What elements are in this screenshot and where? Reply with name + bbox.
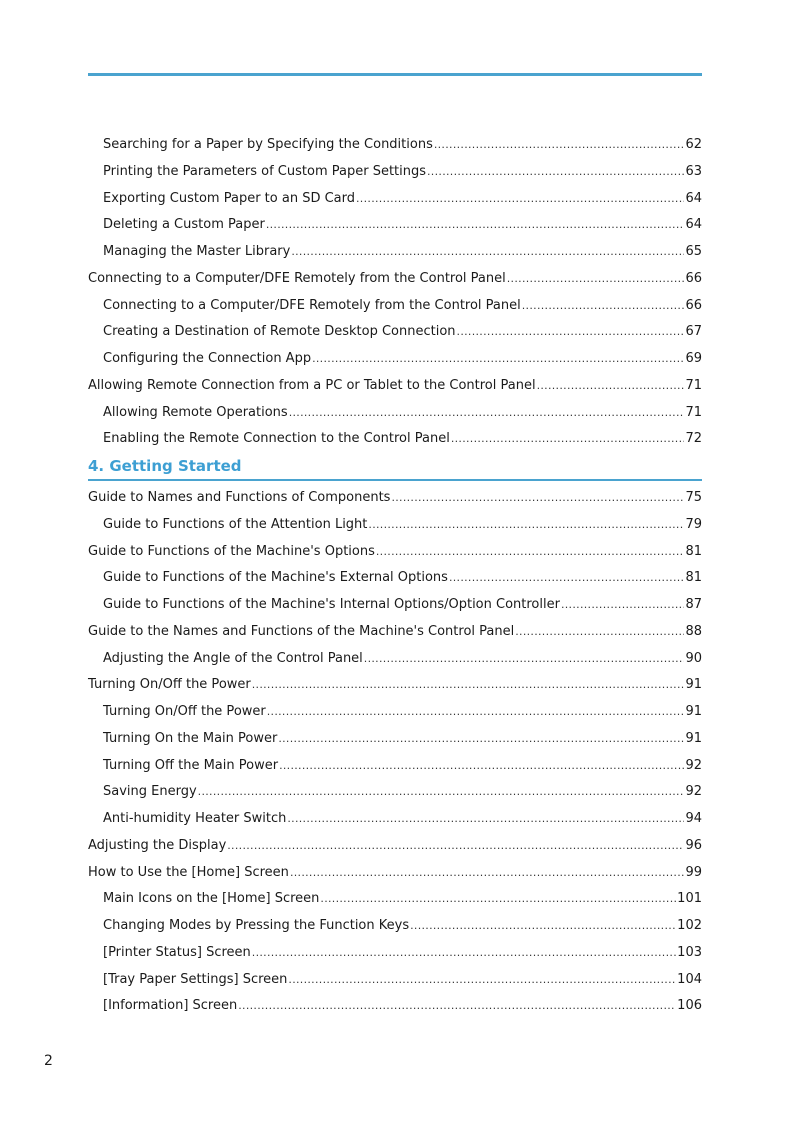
toc-entry-page: 91 (685, 677, 702, 693)
dot-leader (238, 993, 676, 1020)
toc-entry-page: 65 (685, 244, 702, 259)
dot-leader (279, 753, 684, 780)
dot-leader (364, 646, 685, 673)
toc-subentry[interactable] (88, 806, 702, 833)
toc-entry-page: 75 (685, 490, 702, 505)
toc-entry-title: Anti-humidity Heater Switch (103, 811, 287, 826)
dot-leader (312, 346, 684, 373)
toc-entry-title: Exporting Custom Paper to an SD Card (103, 190, 356, 206)
toc-subentry[interactable] (88, 646, 702, 673)
dot-leader (368, 512, 684, 539)
toc-entry-title: Turning On the Main Power (103, 730, 278, 746)
toc-entry[interactable] (88, 833, 702, 860)
toc-entry-title: Connecting to a Computer/DFE Remotely from the Control Panel (103, 297, 521, 313)
toc-entry-title: Main Icons on the [Home] Screen (103, 891, 320, 907)
toc-entry-page: 91 (685, 730, 702, 746)
toc-group-after (88, 485, 702, 1020)
dot-leader (537, 373, 685, 400)
toc-subentry[interactable] (88, 592, 702, 619)
dot-leader (290, 860, 685, 887)
toc-entry-title: Allowing Remote Operations (103, 404, 288, 420)
toc-entry-title: Guide to the Names and Functions of the Machine's Control Panel (88, 623, 515, 639)
toc-entry-page: 88 (685, 623, 702, 639)
toc-subentry[interactable] (88, 967, 702, 994)
toc-subentry[interactable] (88, 186, 702, 213)
table-of-contents (88, 132, 702, 1020)
page-number: 2 (44, 1053, 53, 1069)
dot-leader (434, 132, 685, 159)
dot-leader (507, 266, 685, 293)
toc-entry-page: 92 (685, 757, 702, 773)
dot-leader (291, 239, 684, 266)
toc-entry-title: Adjusting the Angle of the Control Panel (103, 650, 363, 666)
toc-entry-page: 81 (685, 543, 702, 559)
toc-entry[interactable] (88, 860, 702, 887)
dot-leader (356, 186, 684, 213)
dot-leader (198, 779, 685, 806)
dot-leader (427, 159, 684, 186)
dot-leader (266, 212, 685, 239)
dot-leader (451, 426, 685, 453)
toc-entry-page: 62 (685, 137, 702, 152)
dot-leader (320, 886, 676, 913)
toc-entry-title: Guide to Names and Functions of Components (88, 490, 391, 505)
toc-entry-title: How to Use the [Home] Screen (88, 864, 289, 880)
toc-entry-page: 101 (677, 891, 702, 907)
toc-subentry[interactable] (88, 159, 702, 186)
toc-entry-title: Configuring the Connection App (103, 351, 312, 366)
dot-leader (227, 833, 684, 860)
toc-entry-title: Connecting to a Computer/DFE Remotely from the Control Panel (88, 270, 506, 286)
toc-entry-title: Searching for a Paper by Specifying the Conditions (103, 137, 433, 152)
toc-subentry[interactable] (88, 699, 702, 726)
toc-subentry[interactable] (88, 239, 702, 266)
toc-entry-title: Guide to Functions of the Attention Light (103, 516, 368, 532)
dot-leader (278, 726, 684, 753)
toc-entry-title: Enabling the Remote Connection to the Control Panel (103, 431, 450, 447)
toc-entry-page: 63 (685, 163, 702, 179)
toc-entry-page: 64 (685, 217, 702, 233)
dot-leader (561, 592, 684, 619)
toc-entry-page: 96 (685, 837, 702, 853)
toc-entry[interactable] (88, 539, 702, 566)
toc-entry-page: 66 (685, 270, 702, 286)
toc-entry-page: 103 (677, 944, 702, 960)
toc-subentry[interactable] (88, 293, 702, 320)
dot-leader (376, 539, 685, 566)
dot-leader (287, 806, 684, 833)
toc-entry-page: 81 (685, 570, 702, 586)
toc-entry-title: Turning On/Off the Power (88, 677, 251, 693)
toc-subentry[interactable] (88, 886, 702, 913)
section-heading-label: 4. Getting Started (88, 457, 242, 475)
toc-subentry[interactable] (88, 993, 702, 1020)
toc-entry-title: Guide to Functions of the Machine's Options (88, 543, 375, 559)
toc-entry[interactable] (88, 373, 702, 400)
toc-entry-page: 90 (685, 650, 702, 666)
toc-subentry[interactable] (88, 426, 702, 453)
toc-entry-page: 69 (685, 351, 702, 366)
toc-entry-page: 79 (685, 516, 702, 532)
toc-entry-page: 104 (677, 971, 702, 987)
toc-entry-title: Changing Modes by Pressing the Function Keys (103, 918, 410, 933)
toc-entry-page: 92 (685, 784, 702, 800)
toc-entry-title: Adjusting the Display (88, 837, 227, 853)
toc-subentry[interactable] (88, 940, 702, 967)
toc-entry-page: 87 (685, 597, 702, 612)
toc-subentry[interactable] (88, 913, 702, 940)
toc-entry-title: Turning On/Off the Power (103, 704, 266, 719)
toc-subentry[interactable] (88, 726, 702, 753)
toc-entry-title: Turning Off the Main Power (103, 757, 279, 773)
dot-leader (288, 967, 676, 994)
toc-entry-page: 64 (685, 190, 702, 206)
toc-entry-page: 106 (677, 998, 702, 1014)
dot-leader (289, 400, 685, 427)
dot-leader (515, 619, 684, 646)
toc-entry-title: Allowing Remote Connection from a PC or Tablet to the Control Panel (88, 377, 536, 393)
toc-entry-title: Printing the Parameters of Custom Paper Settings (103, 163, 427, 179)
toc-subentry[interactable] (88, 212, 702, 239)
toc-entry-page: 71 (685, 377, 702, 393)
toc-subentry[interactable] (88, 512, 702, 539)
toc-entry[interactable] (88, 619, 702, 646)
toc-subentry[interactable] (88, 132, 702, 159)
toc-entry-page: 67 (685, 324, 702, 340)
header-rule (88, 73, 702, 76)
toc-subentry[interactable] (88, 753, 702, 780)
toc-entry-page: 94 (685, 811, 702, 826)
toc-group-before (88, 132, 702, 453)
dot-leader (391, 485, 684, 512)
toc-entry-title: Guide to Functions of the Machine's External Options (103, 570, 448, 586)
toc-subentry[interactable] (88, 779, 702, 806)
toc-entry[interactable] (88, 672, 702, 699)
toc-entry-title: Creating a Destination of Remote Desktop Connection (103, 324, 456, 340)
dot-leader (410, 913, 676, 940)
dot-leader (449, 565, 685, 592)
dot-leader (522, 293, 685, 320)
toc-entry-title: Managing the Master Library (103, 244, 291, 259)
toc-entry-title: [Information] Screen (103, 998, 238, 1014)
toc-entry-page: 91 (685, 704, 702, 719)
dot-leader (267, 699, 685, 726)
toc-entry-title: Deleting a Custom Paper (103, 217, 265, 233)
section-heading[interactable] (88, 453, 702, 481)
toc-entry-page: 66 (685, 297, 702, 313)
toc-subentry[interactable] (88, 400, 702, 427)
toc-entry-title: [Tray Paper Settings] Screen (103, 971, 288, 987)
toc-entry-title: Saving Energy (103, 784, 197, 800)
toc-subentry[interactable] (88, 565, 702, 592)
toc-entry-page: 99 (685, 864, 702, 880)
toc-entry-title: Guide to Functions of the Machine's Internal Options/Option Controller (103, 597, 560, 612)
dot-leader (252, 940, 676, 967)
dot-leader (252, 672, 685, 699)
dot-leader (457, 319, 685, 346)
toc-entry-page: 102 (677, 918, 702, 933)
toc-entry-title: [Printer Status] Screen (103, 944, 251, 960)
toc-subentry[interactable] (88, 346, 702, 373)
toc-entry[interactable] (88, 485, 702, 512)
toc-entry-page: 71 (685, 404, 702, 420)
toc-entry-page: 72 (685, 431, 702, 447)
toc-subentry[interactable] (88, 319, 702, 346)
toc-entry[interactable] (88, 266, 702, 293)
